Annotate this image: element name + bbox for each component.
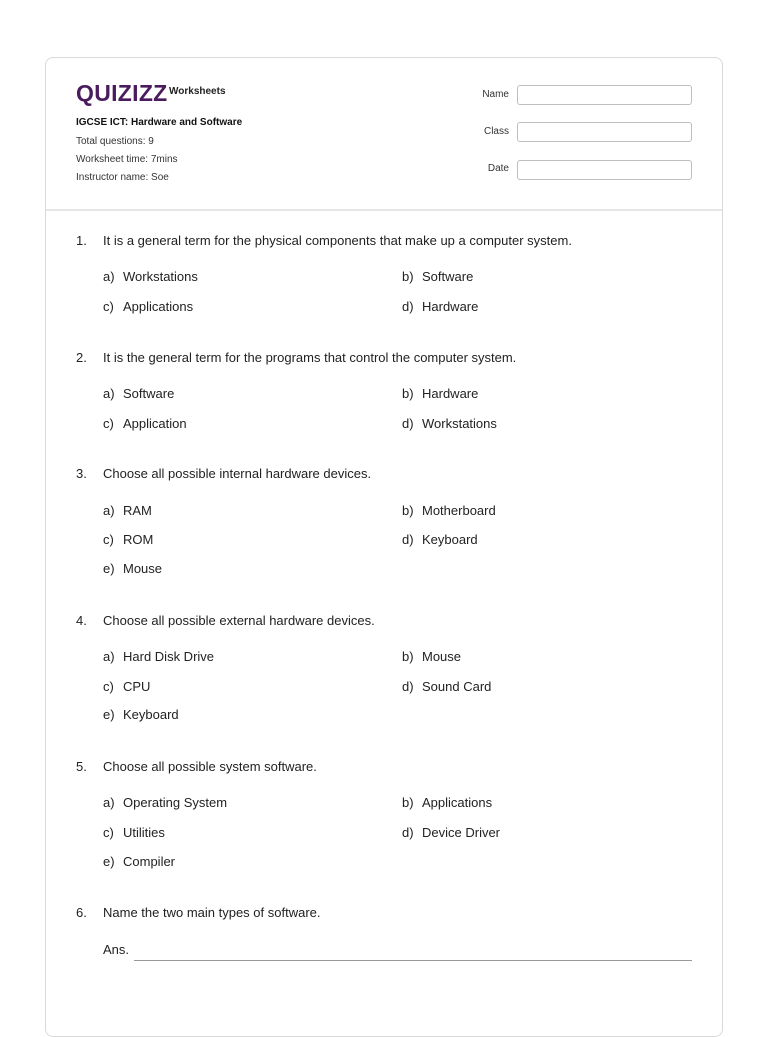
option-text: Device Driver <box>422 825 501 840</box>
option-letter: b) <box>402 795 414 810</box>
answer-option[interactable] <box>103 679 150 694</box>
option-letter: d) <box>402 416 414 431</box>
answer-option[interactable] <box>103 795 227 810</box>
option-text: Compiler <box>123 854 176 869</box>
option-text: Applications <box>422 795 493 810</box>
option-text: Software <box>422 269 474 284</box>
option-letter: d) <box>402 825 414 840</box>
option-letter: a) <box>103 795 115 810</box>
answer-option[interactable] <box>402 795 492 810</box>
answer-option[interactable] <box>103 707 179 722</box>
option-letter: c) <box>103 532 114 547</box>
option-text: CPU <box>123 679 151 694</box>
option-text: Mouse <box>123 561 163 576</box>
name-field[interactable] <box>517 85 692 105</box>
option-text: Hardware <box>422 386 479 401</box>
answer-option[interactable] <box>103 561 162 576</box>
option-letter: d) <box>402 679 414 694</box>
option-letter: c) <box>103 679 114 694</box>
option-text: Keyboard <box>422 532 478 547</box>
option-letter: d) <box>402 532 414 547</box>
total-questions: Total questions: 9 <box>76 136 154 147</box>
option-letter: b) <box>402 269 414 284</box>
date-field[interactable] <box>517 160 692 180</box>
option-text: ROM <box>123 532 154 547</box>
option-text: Software <box>123 386 175 401</box>
option-text: Motherboard <box>422 503 496 518</box>
option-text: Keyboard <box>123 707 179 722</box>
option-letter: c) <box>103 825 114 840</box>
question-text: It is the general term for the programs that control the computer system. <box>103 350 517 365</box>
name-label: Name <box>482 89 509 100</box>
answer-label: Ans. <box>103 942 130 957</box>
answer-option[interactable] <box>402 416 497 431</box>
option-letter: c) <box>103 299 114 314</box>
answer-option[interactable] <box>402 679 491 694</box>
class-label: Class <box>483 126 509 137</box>
answer-option[interactable] <box>103 269 198 284</box>
worksheet-page <box>45 57 723 1037</box>
option-text: RAM <box>123 503 152 518</box>
answer-option[interactable] <box>103 386 174 401</box>
option-text: Workstations <box>422 416 497 431</box>
worksheet-header <box>46 58 722 211</box>
option-letter: a) <box>103 649 115 664</box>
answer-option[interactable] <box>103 503 152 518</box>
answer-option[interactable] <box>103 416 187 431</box>
instructor-name: Instructor name: Soe <box>76 172 169 183</box>
option-letter: e) <box>103 561 115 576</box>
answer-option[interactable] <box>402 503 496 518</box>
option-letter: c) <box>103 416 114 431</box>
option-text: Sound Card <box>422 679 492 694</box>
option-text: Hard Disk Drive <box>123 649 215 664</box>
question-number: 1. <box>76 233 87 248</box>
answer-option[interactable] <box>402 269 473 284</box>
answer-option[interactable] <box>103 825 165 840</box>
question-number: 6. <box>76 905 87 920</box>
option-text: Application <box>123 416 187 431</box>
answer-option[interactable] <box>103 299 193 314</box>
option-text: Workstations <box>123 269 198 284</box>
question-number: 3. <box>76 466 87 481</box>
question-text: Choose all possible internal hardware devices. <box>103 466 372 481</box>
option-letter: e) <box>103 854 115 869</box>
answer-option[interactable] <box>402 825 500 840</box>
class-field[interactable] <box>517 122 692 142</box>
option-text: Utilities <box>123 825 165 840</box>
option-letter: a) <box>103 386 115 401</box>
option-text: Hardware <box>422 299 479 314</box>
option-letter: b) <box>402 386 414 401</box>
option-letter: b) <box>402 649 414 664</box>
question-number: 4. <box>76 613 87 628</box>
question-number: 5. <box>76 759 87 774</box>
option-text: Operating System <box>123 795 228 810</box>
option-text: Mouse <box>422 649 462 664</box>
option-letter: e) <box>103 707 115 722</box>
worksheet-time: Worksheet time: 7mins <box>76 154 178 165</box>
option-letter: a) <box>103 269 115 284</box>
date-label: Date <box>487 163 509 174</box>
answer-option[interactable] <box>103 854 175 869</box>
option-text: Applications <box>123 299 194 314</box>
question-text: Choose all possible external hardware devices. <box>103 613 375 628</box>
answer-option[interactable] <box>103 532 153 547</box>
answer-option[interactable] <box>103 649 214 664</box>
answer-line[interactable] <box>134 952 692 961</box>
answer-option[interactable] <box>402 532 478 547</box>
logo-subtitle: Worksheets <box>169 86 226 97</box>
question-text: It is a general term for the physical components that make up a computer system. <box>103 233 572 248</box>
worksheet-title: IGCSE ICT: Hardware and Software <box>76 117 243 128</box>
option-letter: d) <box>402 299 414 314</box>
logo-wordmark: QUIZIZZ <box>76 80 168 106</box>
question-number: 2. <box>76 350 87 365</box>
option-letter: a) <box>103 503 115 518</box>
question-text: Choose all possible system software. <box>103 759 317 774</box>
option-letter: b) <box>402 503 414 518</box>
answer-option[interactable] <box>402 386 478 401</box>
answer-option[interactable] <box>402 649 461 664</box>
question-text: Name the two main types of software. <box>103 905 321 920</box>
answer-option[interactable] <box>402 299 478 314</box>
